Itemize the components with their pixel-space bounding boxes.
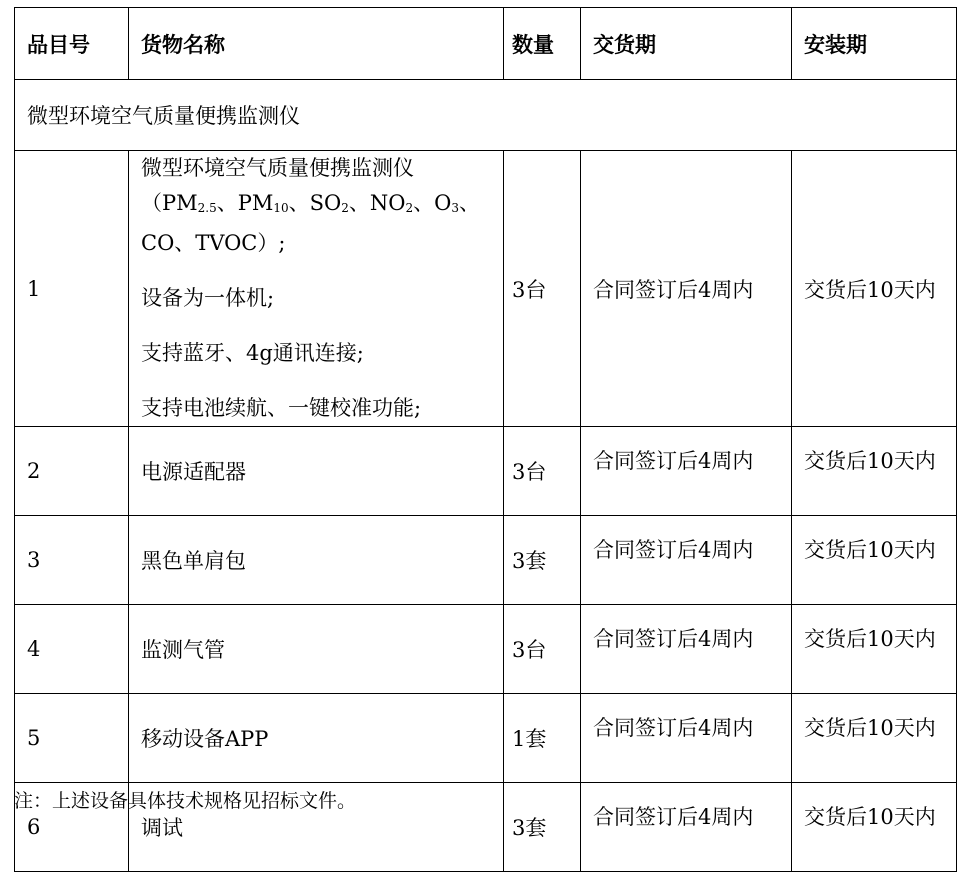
- header-item-no: 品目号: [15, 8, 129, 80]
- feature-line: 支持电池续航、一键校准功能;: [141, 396, 422, 420]
- table-row: [15, 605, 957, 694]
- item-no: 4: [15, 605, 129, 694]
- feature-line: 设备为一体机;: [141, 286, 275, 310]
- quantity: 1套: [504, 694, 581, 783]
- feature-line: 支持蓝牙、4g通讯连接;: [141, 341, 364, 365]
- table-row: [15, 151, 957, 427]
- table-row: [15, 516, 957, 605]
- table-row: [15, 694, 957, 783]
- install-period: 交货后10天内: [792, 783, 957, 872]
- item-no: 1: [15, 151, 129, 427]
- header-install: 安装期: [792, 8, 957, 80]
- footnote: 注：上述设备具体技术规格见招标文件。: [14, 790, 357, 812]
- goods-name: 监测气管: [129, 605, 504, 694]
- quantity: 3台: [504, 151, 581, 427]
- item-no: 6: [15, 783, 129, 872]
- item-no: 3: [15, 516, 129, 605]
- install-period: 交货后10天内: [792, 605, 957, 694]
- delivery-period: 合同签订后4周内: [581, 427, 792, 516]
- delivery-period: 合同签订后4周内: [581, 605, 792, 694]
- quantity: 3套: [504, 783, 581, 872]
- goods-name: 调试: [129, 783, 504, 872]
- header-quantity: 数量: [504, 8, 581, 80]
- pollutant-list: （$PM_{2.5}$、$PM_{10}$、$SO_2$、$NO_2$、$O_3$、: [141, 191, 480, 215]
- section-title: 微型环境空气质量便携监测仪: [15, 80, 957, 151]
- install-period: 交货后10天内: [792, 427, 957, 516]
- goods-name: 移动设备APP: [129, 694, 504, 783]
- item-no: 5: [15, 694, 129, 783]
- install-period: 交货后10天内: [792, 694, 957, 783]
- delivery-period: 合同签订后4周内: [581, 516, 792, 605]
- table-row: [15, 427, 957, 516]
- header-row: [15, 8, 957, 80]
- goods-name: 电源适配器: [129, 427, 504, 516]
- install-period: 交货后10天内: [792, 516, 957, 605]
- install-period: 交货后10天内: [792, 151, 957, 427]
- delivery-period: 合同签订后4周内: [581, 151, 792, 427]
- goods-table: [14, 7, 957, 872]
- goods-name-line: 微型环境空气质量便携监测仪: [141, 156, 414, 180]
- quantity: 3台: [504, 605, 581, 694]
- header-goods-name: 货物名称: [129, 8, 504, 80]
- section-row: [15, 80, 957, 151]
- quantity: 3套: [504, 516, 581, 605]
- delivery-period: 合同签订后4周内: [581, 694, 792, 783]
- header-delivery: 交货期: [581, 8, 792, 80]
- goods-name-line: CO、TVOC）;: [141, 231, 286, 255]
- goods-name: 黑色单肩包: [129, 516, 504, 605]
- item-no: 2: [15, 427, 129, 516]
- quantity: 3台: [504, 427, 581, 516]
- goods-name-cell: [129, 151, 504, 427]
- delivery-period: 合同签订后4周内: [581, 783, 792, 872]
